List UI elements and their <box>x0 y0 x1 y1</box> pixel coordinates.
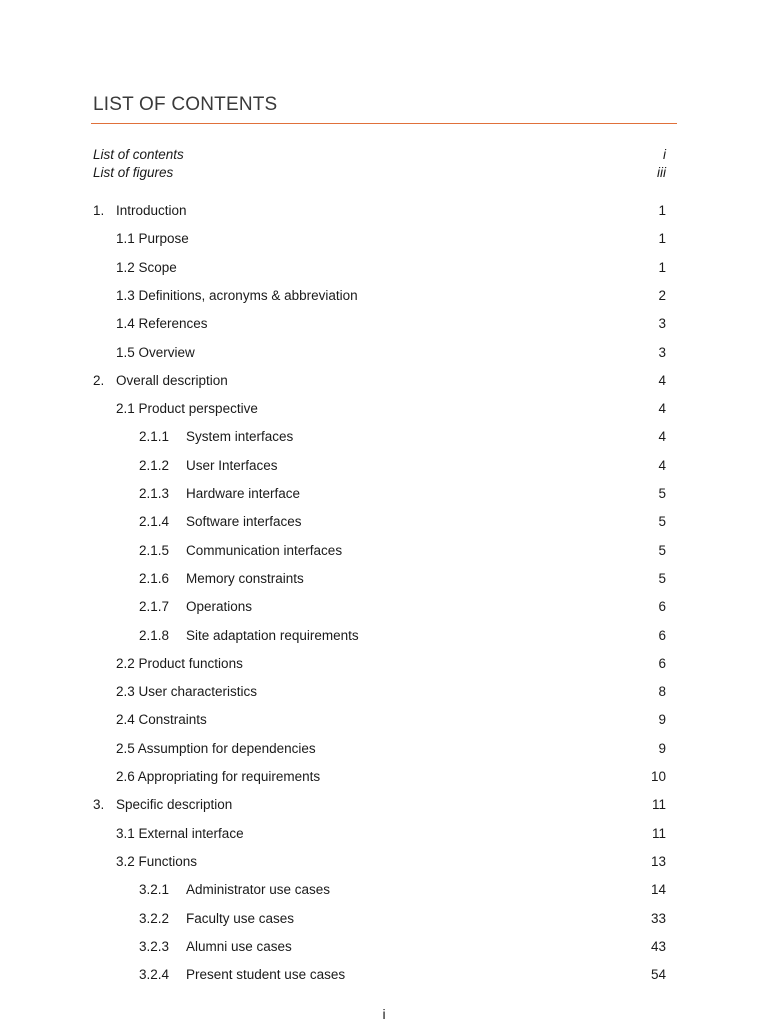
toc-entry-label: Administrator use cases <box>186 882 331 897</box>
toc-entry-level-2[interactable] <box>0 230 768 248</box>
toc-entry-level-3[interactable] <box>0 938 768 956</box>
toc-entry-number: 2.1.8 <box>139 628 170 643</box>
title-divider <box>91 123 677 124</box>
toc-entry-label: Hardware interface <box>186 486 301 501</box>
toc-entry-label: 2.5 Assumption for dependencies <box>116 741 316 756</box>
toc-entry-page: 3 <box>658 345 666 360</box>
toc-entry-level-2[interactable] <box>0 655 768 673</box>
toc-entry-label: 1.4 References <box>116 316 208 331</box>
toc-entry-number: 2.1.3 <box>139 486 170 501</box>
toc-entry-level-2[interactable] <box>0 315 768 333</box>
toc-entry-label: 2.6 Appropriating for requirements <box>116 769 321 784</box>
toc-entry-level-2[interactable] <box>0 400 768 418</box>
toc-entry-label: Communication interfaces <box>186 543 343 558</box>
toc-entry-label: User Interfaces <box>186 458 278 473</box>
toc-entry-level-2[interactable] <box>0 259 768 277</box>
toc-entry-level-3[interactable] <box>0 570 768 588</box>
toc-entry-label: Site adaptation requirements <box>186 628 359 643</box>
toc-entry-level-3[interactable] <box>0 428 768 446</box>
toc-entry-level-2[interactable] <box>0 825 768 843</box>
toc-entry-page: 5 <box>658 514 666 529</box>
toc-entry-label: Overall description <box>116 373 228 388</box>
toc-entry-number: 2.1.4 <box>139 514 170 529</box>
toc-entry-page: 9 <box>658 712 666 727</box>
toc-entry-page: 54 <box>650 967 666 982</box>
toc-entry-label: 2.2 Product functions <box>116 656 243 671</box>
toc-entry-level-3[interactable] <box>0 513 768 531</box>
toc-entry-page: 13 <box>650 854 666 869</box>
toc-entry-level-3[interactable] <box>0 457 768 475</box>
toc-entry-label: 1.2 Scope <box>116 260 177 275</box>
toc-entry-label: Introduction <box>116 203 187 218</box>
toc-entry-page: 1 <box>658 203 666 218</box>
toc-entry-page: 5 <box>658 486 666 501</box>
toc-entry-label: System interfaces <box>186 429 294 444</box>
toc-entry-level-2[interactable] <box>0 711 768 729</box>
toc-entry-page: 33 <box>650 911 666 926</box>
toc-entry-page: 43 <box>650 939 666 954</box>
toc-entry-number: 2.1.7 <box>139 599 170 614</box>
toc-entry-level-1[interactable] <box>0 202 768 220</box>
toc-entry-label: 3.1 External interface <box>116 826 244 841</box>
toc-entry-label: 3.2 Functions <box>116 854 198 869</box>
toc-entry-label: Software interfaces <box>186 514 302 529</box>
toc-entry-number: 3.2.4 <box>139 967 170 982</box>
toc-entry-level-2[interactable] <box>0 740 768 758</box>
toc-entry-number: 3.2.2 <box>139 911 170 926</box>
toc-entry-label: 2.4 Constraints <box>116 712 207 727</box>
toc-entry-label: Memory constraints <box>186 571 304 586</box>
front-matter-entry[interactable] <box>0 164 768 182</box>
toc-entry-level-2[interactable] <box>0 768 768 786</box>
toc-entry-page: 11 <box>651 797 666 812</box>
toc-entry-level-1[interactable] <box>0 372 768 390</box>
toc-entry-page: 6 <box>658 628 666 643</box>
toc-entry-page: 6 <box>658 599 666 614</box>
toc-entry-level-3[interactable] <box>0 485 768 503</box>
toc-entry-page: 2 <box>658 288 666 303</box>
toc-entry-number: 3. <box>93 797 105 812</box>
page-title: LIST OF CONTENTS <box>93 94 278 115</box>
front-matter-entry[interactable] <box>0 146 768 164</box>
toc-entry-page: 14 <box>650 882 666 897</box>
toc-entry-page: 10 <box>650 769 666 784</box>
toc-entry-page: 4 <box>658 373 666 388</box>
toc-entry-label: Alumni use cases <box>186 939 292 954</box>
toc-entry-level-1[interactable] <box>0 796 768 814</box>
toc-entry-page: 1 <box>658 231 666 246</box>
toc-entry-page: 4 <box>658 429 666 444</box>
front-matter-page: iii <box>657 165 666 180</box>
toc-entry-page: 9 <box>658 741 666 756</box>
toc-entry-level-3[interactable] <box>0 542 768 560</box>
toc-entry-number: 2.1.6 <box>139 571 170 586</box>
toc-entry-page: 4 <box>658 458 666 473</box>
toc-entry-level-2[interactable] <box>0 287 768 305</box>
toc-entry-page: 4 <box>658 401 666 416</box>
toc-entry-page: 6 <box>658 656 666 671</box>
toc-entry-page: 3 <box>658 316 666 331</box>
toc-entry-label: Faculty use cases <box>186 911 295 926</box>
toc-entry-label: Operations <box>186 599 253 614</box>
toc-entry-number: 2.1.5 <box>139 543 170 558</box>
toc-entry-level-3[interactable] <box>0 881 768 899</box>
toc-entry-label: 1.1 Purpose <box>116 231 189 246</box>
toc-entry-label: 2.1 Product perspective <box>116 401 258 416</box>
toc-entry-level-2[interactable] <box>0 344 768 362</box>
toc-entry-label: 1.3 Definitions, acronyms & abbreviation <box>116 288 358 303</box>
toc-entry-level-2[interactable] <box>0 683 768 701</box>
toc-entry-label: Specific description <box>116 797 233 812</box>
toc-entry-level-3[interactable] <box>0 910 768 928</box>
toc-entry-label: Present student use cases <box>186 967 346 982</box>
toc-entry-level-3[interactable] <box>0 966 768 984</box>
toc-entry-page: 5 <box>658 571 666 586</box>
toc-entry-number: 2.1.2 <box>139 458 170 473</box>
toc-entry-level-3[interactable] <box>0 598 768 616</box>
toc-entry-label: 2.3 User characteristics <box>116 684 258 699</box>
toc-entry-page: 11 <box>651 826 666 841</box>
toc-entry-number: 3.2.1 <box>139 882 170 897</box>
toc-entry-label: 1.5 Overview <box>116 345 195 360</box>
page-number-footer: i <box>382 1006 386 1022</box>
toc-entry-level-2[interactable] <box>0 853 768 871</box>
toc-entry-number: 2. <box>93 373 105 388</box>
toc-entry-number: 3.2.3 <box>139 939 170 954</box>
front-matter-label: List of contents <box>93 147 184 162</box>
front-matter-page: i <box>663 147 666 162</box>
toc-entry-level-3[interactable] <box>0 627 768 645</box>
toc-entry-page: 5 <box>658 543 666 558</box>
front-matter-label: List of figures <box>93 165 174 180</box>
toc-entry-page: 8 <box>658 684 666 699</box>
toc-entry-number: 2.1.1 <box>139 429 170 444</box>
toc-entry-page: 1 <box>658 260 666 275</box>
toc-entry-number: 1. <box>93 203 105 218</box>
